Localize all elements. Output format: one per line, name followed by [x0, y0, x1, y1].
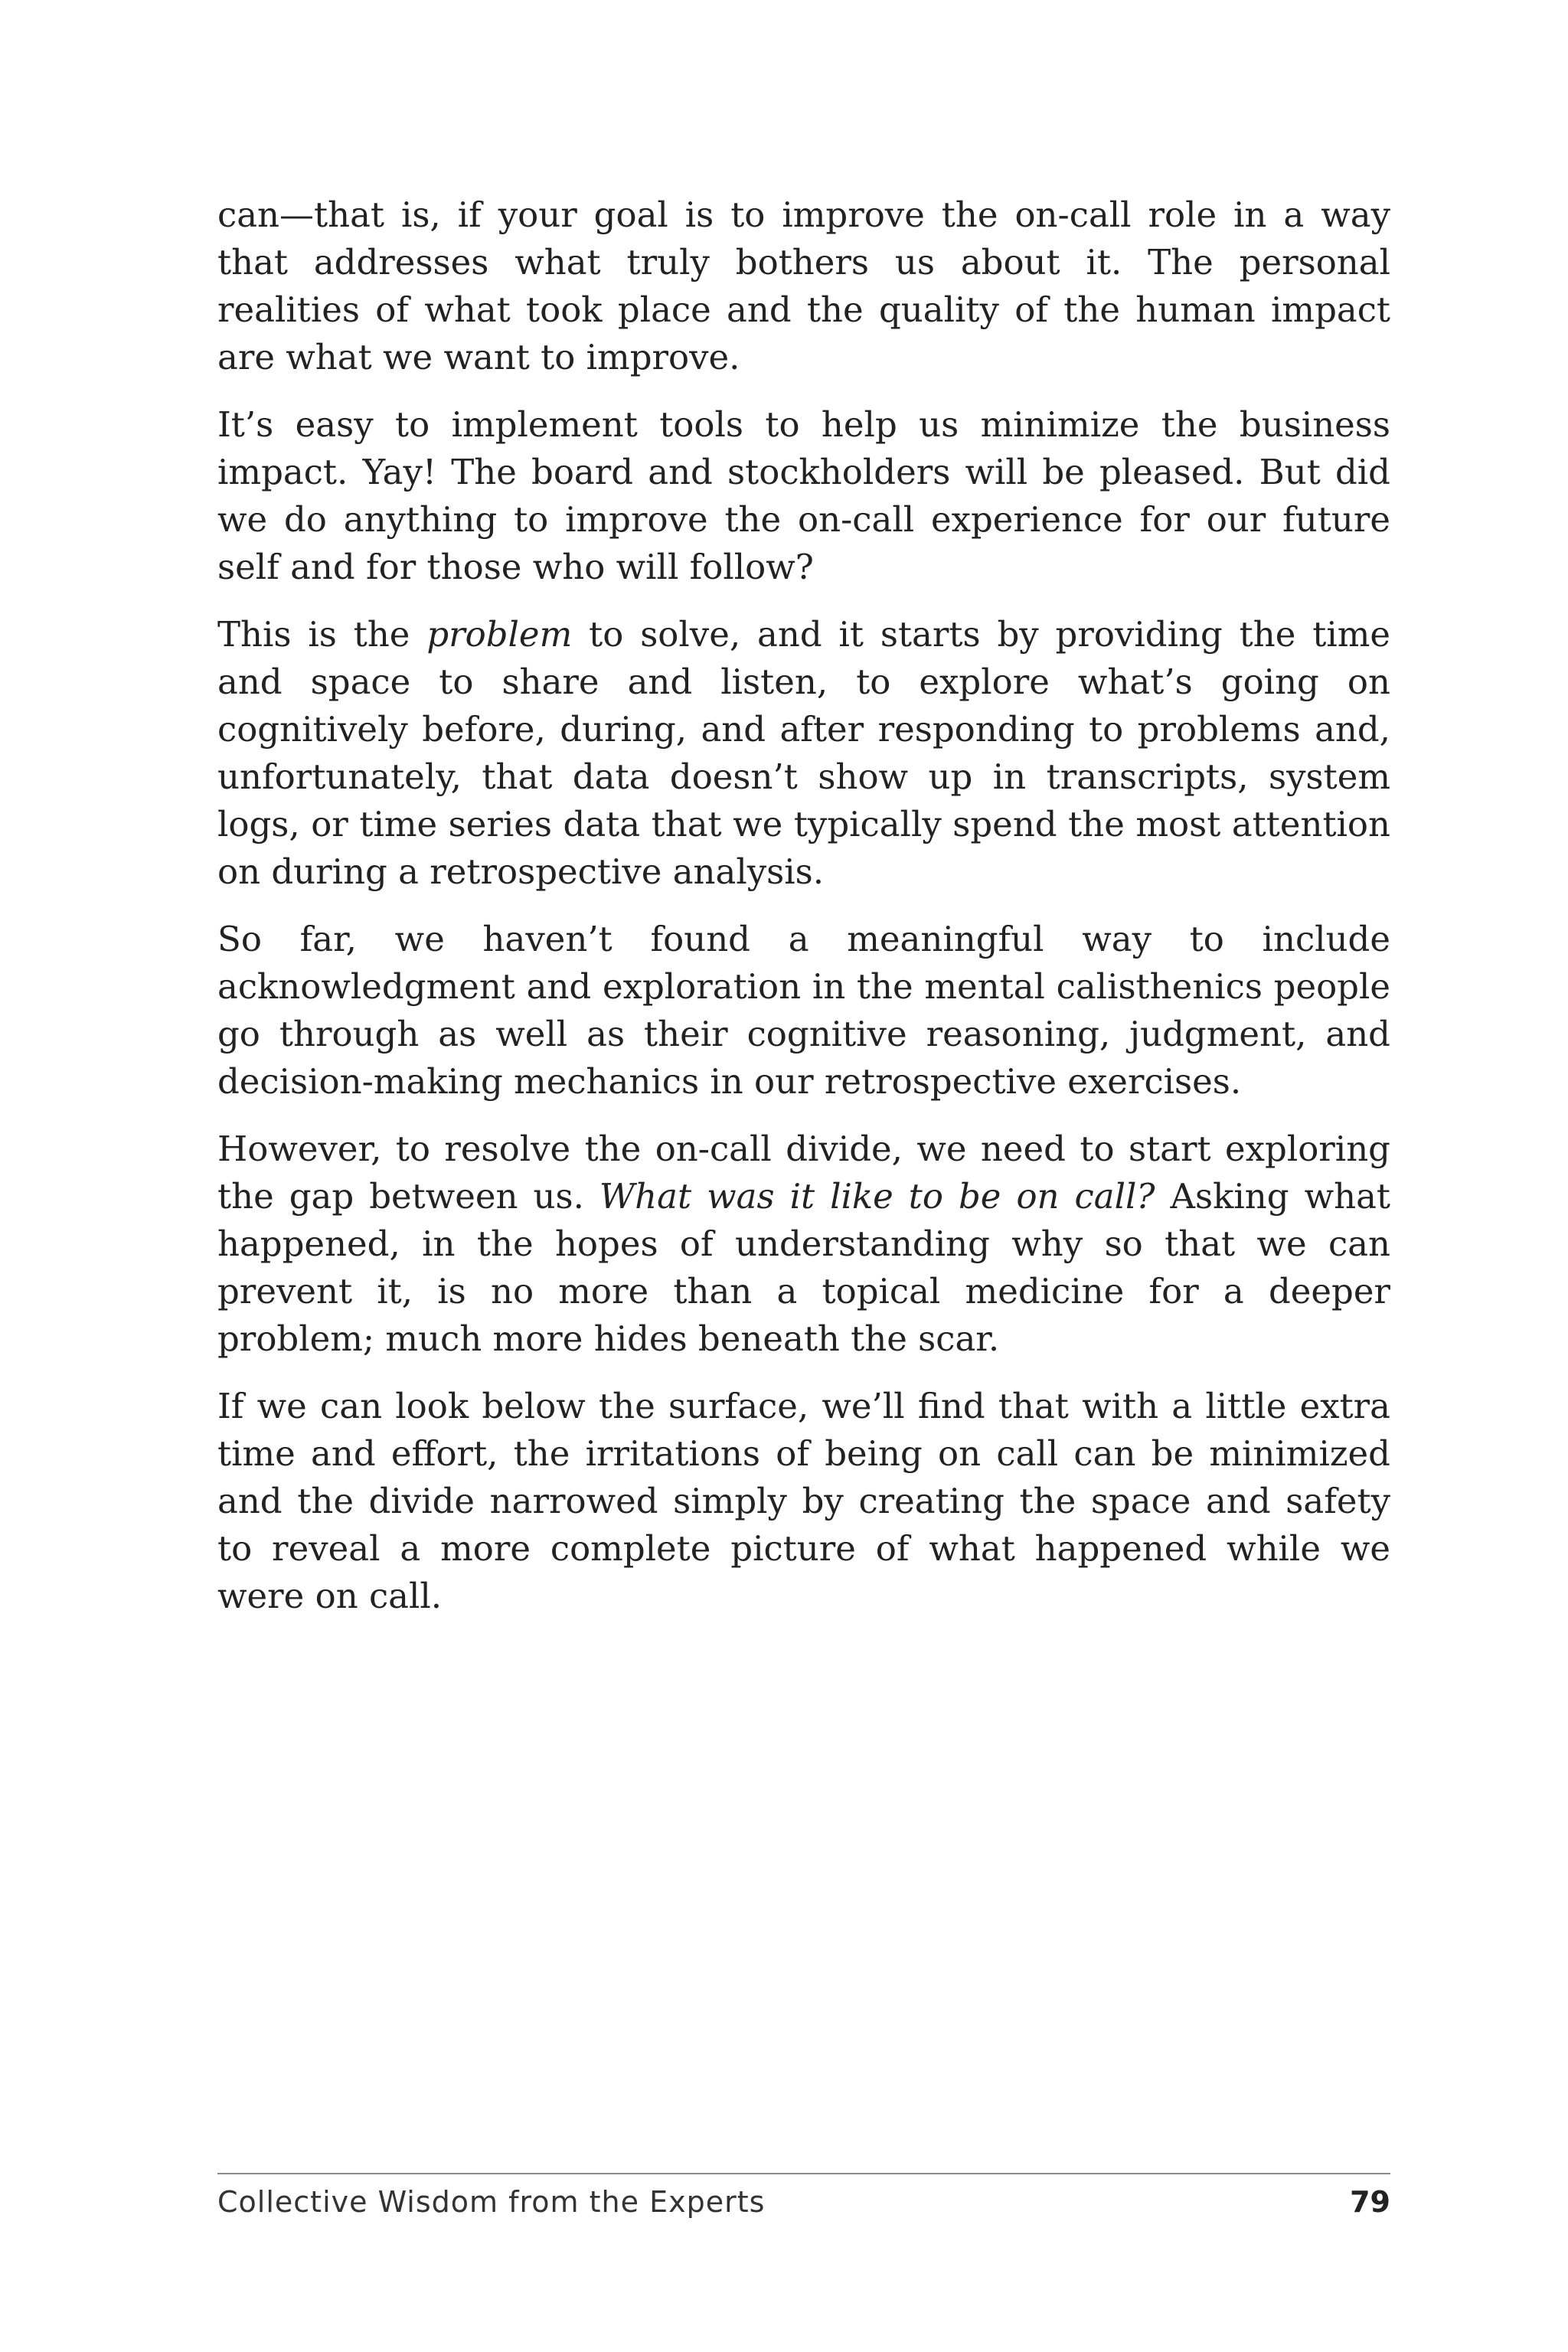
paragraph-2-text: It’s easy to implement tools to help us minimize the business impact. Yay! The board and stockholders will be pleased. But did we do anything to improve the on-call experience for our future self and for those who will follow? — [217, 404, 1390, 587]
paragraph-4-text: So far, we haven’t found a meaningful way to include acknowledgment and exploration in the mental calisthenics people go through as well as their cognitive reasoning, judgment, and decision-making mechanics in our retrospective exercises. — [217, 919, 1390, 1102]
footer-divider — [217, 2173, 1390, 2174]
paragraph-6-text: If we can look below the surface, we’ll find that with a little extra time and effort, the irritations of being on call can be minimized and the divide narrowed simply by creating the space and safety to reveal a more complete picture of what happened while we were on call. — [217, 1386, 1390, 1616]
paragraph-3-emphasis: problem — [426, 614, 573, 655]
paragraph-5-emphasis: What was it like to be on call? — [599, 1176, 1155, 1217]
paragraph-5 — [217, 1125, 1390, 1363]
paragraph-5-text-start: However, to resolve the on-call divide, we need to start exploring the gap between us. — [217, 1129, 1390, 1217]
paragraph-4 — [217, 916, 1390, 1106]
body-text — [217, 191, 1390, 1640]
paragraph-3 — [217, 611, 1390, 896]
page-number: 79 — [1350, 2185, 1390, 2219]
footer-book-title: Collective Wisdom from the Experts — [217, 2185, 766, 2219]
paragraph-2 — [217, 401, 1390, 591]
paragraph-3-text-end: to solve, and it starts by providing the time and space to share and listen, to explore what’s going on cognitively before, during, and after responding to problems and, unfortunately, that data doesn’t show up in transcripts, system logs, or time series data that we typically spend the most attention on during a retrospective analysis. — [217, 614, 1391, 892]
paragraph-6 — [217, 1383, 1390, 1620]
paragraph-5-text-end: Asking what happened, in the hopes of understanding why so that we can prevent it, is no more than a topical medicine for a deeper problem; much more hides beneath the scar. — [217, 1176, 1391, 1359]
paragraph-3-text-start: This is the — [217, 614, 427, 655]
paragraph-1 — [217, 191, 1390, 381]
paragraph-1-text: can—that is, if your goal is to improve the on-call role in a way that addresses what truly bothers us about it. The personal realities of what took place and the quality of the human impact are what we want to improve. — [217, 194, 1390, 377]
